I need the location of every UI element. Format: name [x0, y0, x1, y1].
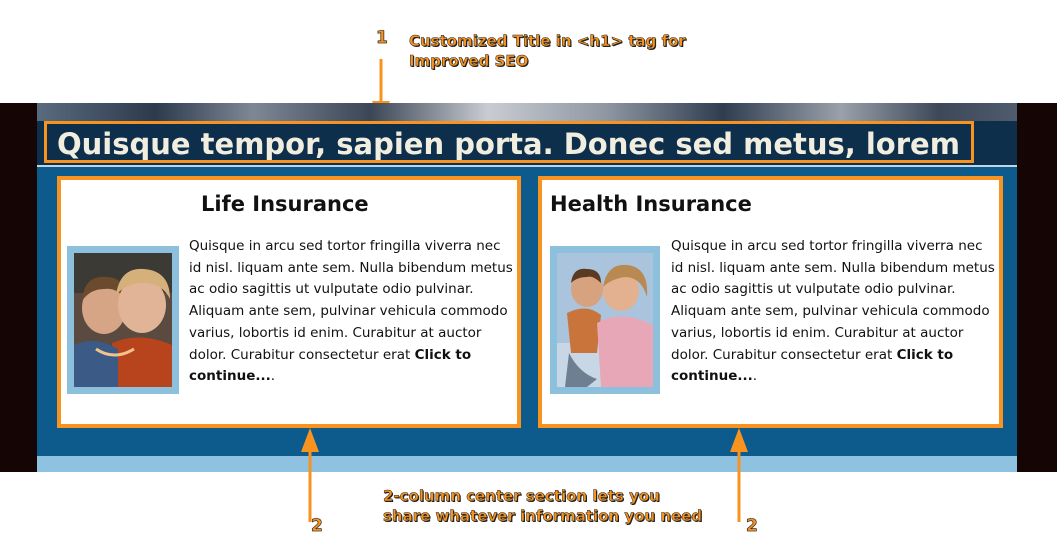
page-title: Quisque tempor, sapien porta. Donec sed metus, lorem — [57, 127, 960, 161]
annotation-note-seo — [409, 31, 686, 71]
photo-frame — [550, 246, 660, 394]
annotation-number-2: 2 — [311, 516, 323, 536]
card-trailing: . — [270, 368, 276, 385]
continue-link[interactable]: Click to continue... — [671, 346, 954, 385]
card-body — [189, 236, 513, 388]
card-life-insurance — [57, 176, 521, 428]
card-title: Health Insurance — [550, 192, 752, 216]
annotation-line: Customized Title in <h1> tag for — [409, 32, 686, 50]
card-health-insurance — [538, 176, 1003, 428]
arrow-up-icon — [726, 426, 752, 526]
annotation-number-1: 1 — [376, 28, 388, 48]
continue-link[interactable]: Click to continue... — [189, 346, 472, 385]
arrow-up-icon — [297, 426, 323, 526]
mother-child-photo-icon — [557, 253, 653, 387]
annotation-note-columns — [383, 486, 702, 526]
divider — [37, 165, 1017, 167]
annotation-line: 2-column center section lets you — [383, 487, 660, 505]
annotation-line: Improved SEO — [409, 52, 529, 70]
annotation-number-2: 2 — [746, 516, 758, 536]
card-text: Quisque in arcu sed tortor fringilla viverra nec id nisl. liquam ante sem. Nulla bibendum metus ac odio sagittis ut vulputate odio pulvinar. Aliquam ante sem, pulvinar vehicula commodo varius, lobortis id enim. Curabitur at auctor dolor. Curabitur consectetur erat — [671, 238, 995, 363]
card-body — [671, 236, 997, 388]
card-text: Quisque in arcu sed tortor fringilla viverra nec id nisl. liquam ante sem. Nulla bibendum metus ac odio sagittis ut vulputate odio pulvinar. Aliquam ante sem, pulvinar vehicula commodo varius, lobortis id enim. Curabitur at auctor dolor. Curabitur consectetur erat — [189, 238, 513, 363]
footer-strip — [37, 456, 1017, 472]
card-trailing: . — [752, 368, 758, 385]
card-title: Life Insurance — [201, 192, 369, 216]
photo-frame — [67, 246, 179, 394]
two-women-photo-icon — [74, 253, 172, 387]
annotation-line: share whatever information you need — [383, 507, 703, 525]
